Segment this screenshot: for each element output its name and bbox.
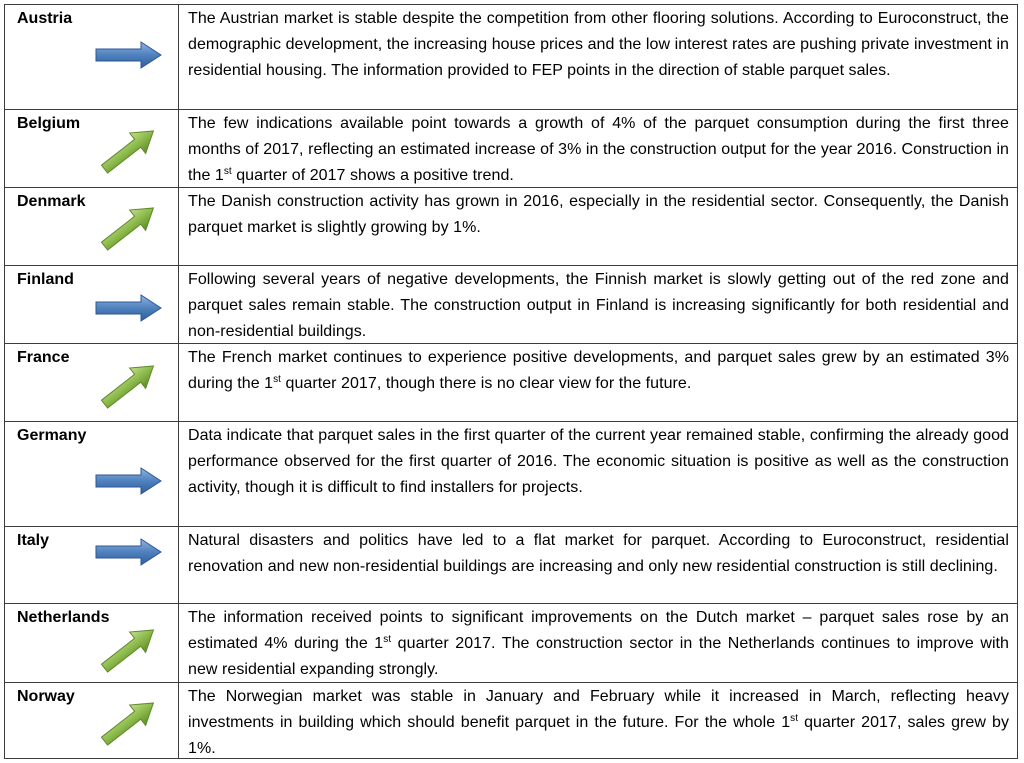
superscript-text: st: [223, 166, 232, 177]
country-name: France: [17, 349, 70, 366]
commentary-text: quarter 2017, sales grew by 1%.: [188, 714, 1010, 757]
arrow-right-icon: [95, 40, 163, 70]
country-cell: [5, 266, 179, 343]
country-name: Denmark: [17, 193, 86, 210]
arrow-right-icon: [95, 293, 163, 323]
country-name: Netherlands: [17, 609, 110, 626]
commentary-cell: [179, 188, 1017, 265]
country-name: Finland: [17, 271, 74, 288]
commentary-cell: [179, 110, 1017, 187]
country-name: Austria: [17, 10, 73, 27]
commentary-text: Following several years of negative developments, the Finnish market is slowly getting out of the red zone and parquet sales remain stable. The construction output in Finland is increasing significantly for both residential and non-residential buildings.: [188, 271, 1009, 340]
table-row: [5, 5, 1017, 110]
arrow-up-right-icon: [97, 202, 165, 254]
commentary-cell: [179, 344, 1017, 421]
country-name: Norway: [17, 688, 75, 705]
commentary-text: The information received points to significant improvements on the Dutch market – parquet sales rose by an estimated 4% during the 1: [188, 609, 1009, 652]
table-row: [5, 422, 1017, 527]
commentary-text: The Austrian market is stable despite the competition from other flooring solutions. According to Euroconstruct, the demographic development, the increasing house prices and the low interest rates are pushing private investment in residential housing. The information provided to FEP points in the direction of stable parquet sales.: [188, 10, 1009, 79]
commentary-text: quarter 2017. The construction sector in the Netherlands continues to improve with new residential expanding strongly.: [188, 635, 1010, 678]
country-name: Belgium: [17, 115, 81, 132]
table-row: [5, 604, 1017, 683]
arrow-up-right-icon: [97, 360, 165, 412]
arrow-up-right-icon: [97, 125, 165, 177]
table-row: [5, 683, 1017, 758]
arrow-right-icon: [95, 537, 163, 567]
country-cell: [5, 110, 179, 187]
country-name: Italy: [17, 532, 50, 549]
table-row: [5, 527, 1017, 604]
table-row: [5, 188, 1017, 266]
table-row: [5, 110, 1017, 188]
country-cell: [5, 683, 179, 758]
country-cell: [5, 5, 179, 109]
country-cell: [5, 527, 179, 603]
commentary-text: The Danish construction activity has grown in 2016, especially in the residential sector. Consequently, the Danish parquet market is slightly growing by 1%.: [188, 193, 1009, 236]
country-trend-table: [4, 4, 1018, 759]
commentary-text: The Norwegian market was stable in January and February while it increased in March, reflecting heavy investments in building which should benefit parquet in the future. For the whole 1: [188, 688, 1009, 731]
commentary-text: quarter 2017, though there is no clear view for the future.: [281, 375, 692, 392]
arrow-right-icon: [95, 466, 163, 496]
commentary-text: quarter of 2017 shows a positive trend.: [231, 167, 514, 184]
country-cell: [5, 188, 179, 265]
commentary-cell: [179, 604, 1017, 682]
commentary-text: The French market continues to experience positive developments, and parquet sales grew by an estimated 3% during the 1: [188, 349, 1009, 392]
superscript-text: st: [273, 374, 281, 385]
table-row: [5, 344, 1017, 422]
country-cell: [5, 422, 179, 526]
country-cell: [5, 604, 179, 682]
commentary-cell: [179, 5, 1017, 109]
commentary-cell: [179, 527, 1017, 603]
table-row: [5, 266, 1017, 344]
commentary-text: Natural disasters and politics have led to a flat market for parquet. According to Euroconstruct, residential renovation and new non-residential buildings are increasing and only new residential construction is still declining.: [188, 532, 1009, 575]
country-name: Germany: [17, 427, 87, 444]
commentary-text: Data indicate that parquet sales in the first quarter of the current year remained stable, confirming the already good performance observed for the first quarter of 2016. The economic situation is positive as well as the construction activity, though it is difficult to find installers for projects.: [188, 427, 1009, 496]
superscript-text: st: [383, 634, 392, 645]
arrow-up-right-icon: [97, 697, 165, 749]
commentary-cell: [179, 266, 1017, 343]
superscript-text: st: [790, 713, 799, 724]
commentary-cell: [179, 683, 1017, 758]
country-cell: [5, 344, 179, 421]
commentary-text: The few indications available point towards a growth of 4% of the parquet consumption during the first three months of 2017, reflecting an estimated increase of 3% in the construction output for the year 2016. Construction in the 1: [188, 115, 1009, 184]
commentary-cell: [179, 422, 1017, 526]
arrow-up-right-icon: [97, 624, 165, 676]
